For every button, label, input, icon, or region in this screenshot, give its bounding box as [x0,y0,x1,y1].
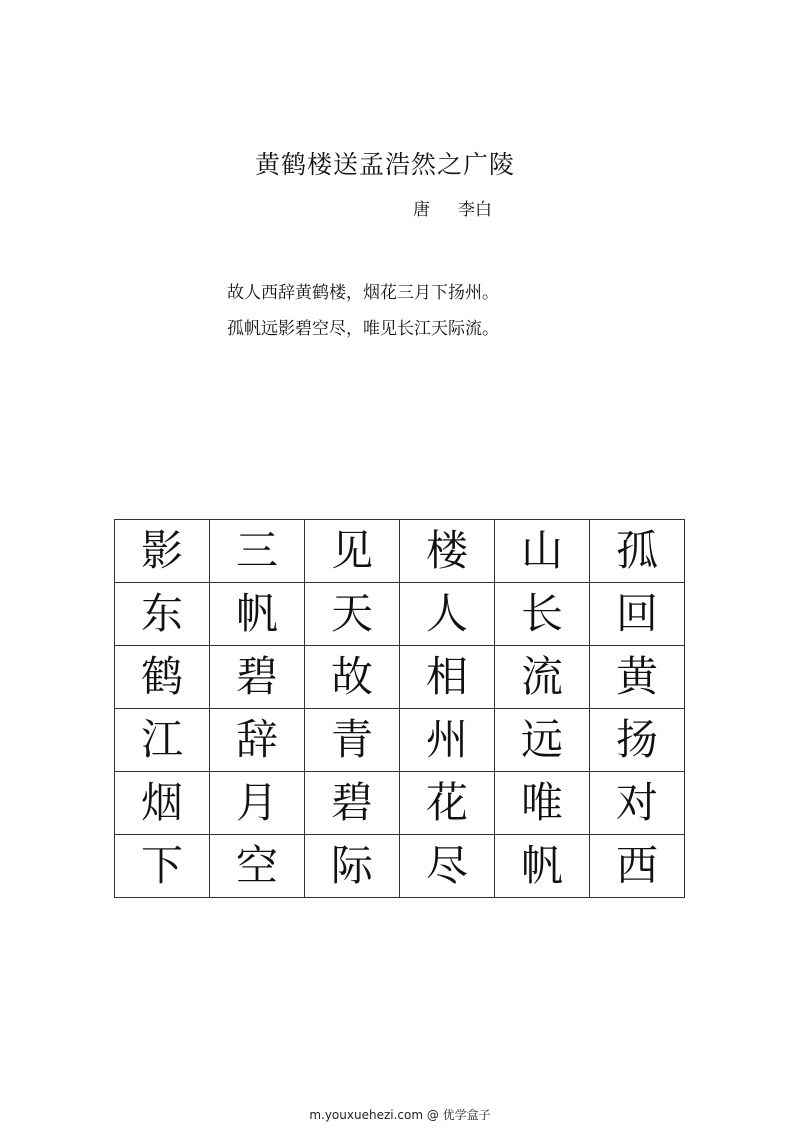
grid-cell: 孤 [590,520,685,583]
poem-line: 故人西辞黄鹤楼，烟花三月下扬州。 [227,283,499,303]
grid-cell: 回 [590,583,685,646]
grid-cell: 际 [305,835,400,898]
poem-title: 黄鹤楼送孟浩然之广陵 [254,150,515,179]
poem-line: 孤帆远影碧空尽，唯见长江天际流。 [227,319,499,339]
poem-body [227,275,499,347]
grid-cell: 江 [115,709,210,772]
grid-cell: 天 [305,583,400,646]
grid-cell: 影 [115,520,210,583]
grid-cell: 辞 [210,709,305,772]
grid-cell: 尽 [400,835,495,898]
grid-cell: 帆 [210,583,305,646]
grid-row [115,520,685,583]
grid-cell: 扬 [590,709,685,772]
grid-cell: 人 [400,583,495,646]
grid-cell: 东 [115,583,210,646]
grid-cell: 帆 [495,835,590,898]
grid-row [115,835,685,898]
grid-cell: 黄 [590,646,685,709]
grid-row [115,583,685,646]
grid-cell: 对 [590,772,685,835]
grid-cell: 故 [305,646,400,709]
grid-cell: 碧 [305,772,400,835]
grid-cell: 烟 [115,772,210,835]
grid-cell: 见 [305,520,400,583]
grid-row [115,709,685,772]
grid-cell: 月 [210,772,305,835]
grid-cell: 下 [115,835,210,898]
grid-cell: 州 [400,709,495,772]
author-dynasty: 唐 [413,200,430,220]
character-grid [114,519,685,898]
author-name: 李白 [458,200,492,220]
grid-cell: 花 [400,772,495,835]
grid-cell: 远 [495,709,590,772]
grid-cell: 长 [495,583,590,646]
grid-cell: 青 [305,709,400,772]
author-line [413,195,492,220]
grid-cell: 流 [495,646,590,709]
grid-cell: 空 [210,835,305,898]
grid-cell: 唯 [495,772,590,835]
grid-cell: 西 [590,835,685,898]
footer-watermark: m.youxuehezi.com @ 优学盒子 [309,1108,491,1122]
grid-cell: 山 [495,520,590,583]
grid-cell: 三 [210,520,305,583]
grid-cell: 相 [400,646,495,709]
grid-row [115,772,685,835]
grid-row [115,646,685,709]
grid-cell: 楼 [400,520,495,583]
grid-cell: 碧 [210,646,305,709]
grid-cell: 鹤 [115,646,210,709]
